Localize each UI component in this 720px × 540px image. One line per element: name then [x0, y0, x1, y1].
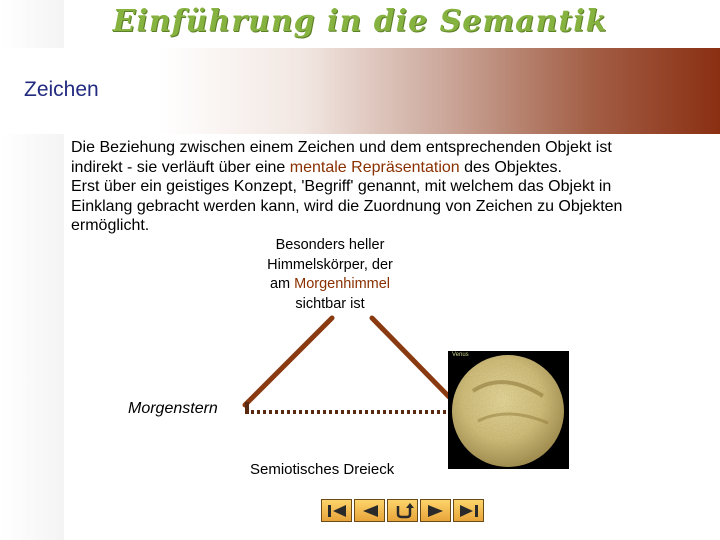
triangle-left-edge [245, 318, 332, 405]
return-icon [391, 503, 415, 519]
concept-line-3-pre: am [269, 276, 295, 292]
concept-line-4: sichtbar ist [295, 295, 365, 312]
body-line-4: Einklang gebracht werden kann, wird die Zuordnung von Zeichen zu Objekten [71, 197, 623, 215]
venus-image [448, 351, 569, 469]
diagram-caption: Semiotisches Dreieck [250, 461, 395, 478]
header-title: Einführung in die Semantik [112, 4, 608, 39]
venus-image-label: Venus [452, 352, 469, 358]
return-button[interactable] [387, 499, 418, 522]
slide-navigation [321, 499, 486, 524]
symbol-word: Morgenstern [128, 400, 218, 417]
last-icon [457, 503, 481, 519]
previous-slide-button[interactable] [354, 499, 385, 522]
body-line-3: Erst über ein geistiges Konzept, 'Begriff' genannt, mit welchem das Objekt in [71, 178, 612, 196]
forward-icon [424, 503, 448, 519]
triangle-right-edge [372, 318, 457, 405]
mental-representation-highlight: mentale Repräsentation [289, 158, 460, 176]
section-title: Zeichen [24, 78, 99, 101]
next-slide-button[interactable] [420, 499, 451, 522]
first-icon [325, 503, 349, 519]
concept-line-2: Himmelskörper, der [267, 256, 393, 273]
body-line-2-post: des Objektes. [459, 158, 562, 176]
morgenhimmel-highlight: Morgenhimmel [294, 276, 391, 292]
body-line-2-pre: indirekt - sie verläuft über eine [71, 158, 290, 176]
back-icon [358, 503, 382, 519]
concept-line-1: Besonders heller [275, 237, 385, 253]
first-slide-button[interactable] [321, 499, 352, 522]
last-slide-button[interactable] [453, 499, 484, 522]
body-line-1: Die Beziehung zwischen einem Zeichen und dem entsprechenden Objekt ist [71, 139, 612, 156]
body-line-5: ermöglicht. [71, 217, 150, 235]
